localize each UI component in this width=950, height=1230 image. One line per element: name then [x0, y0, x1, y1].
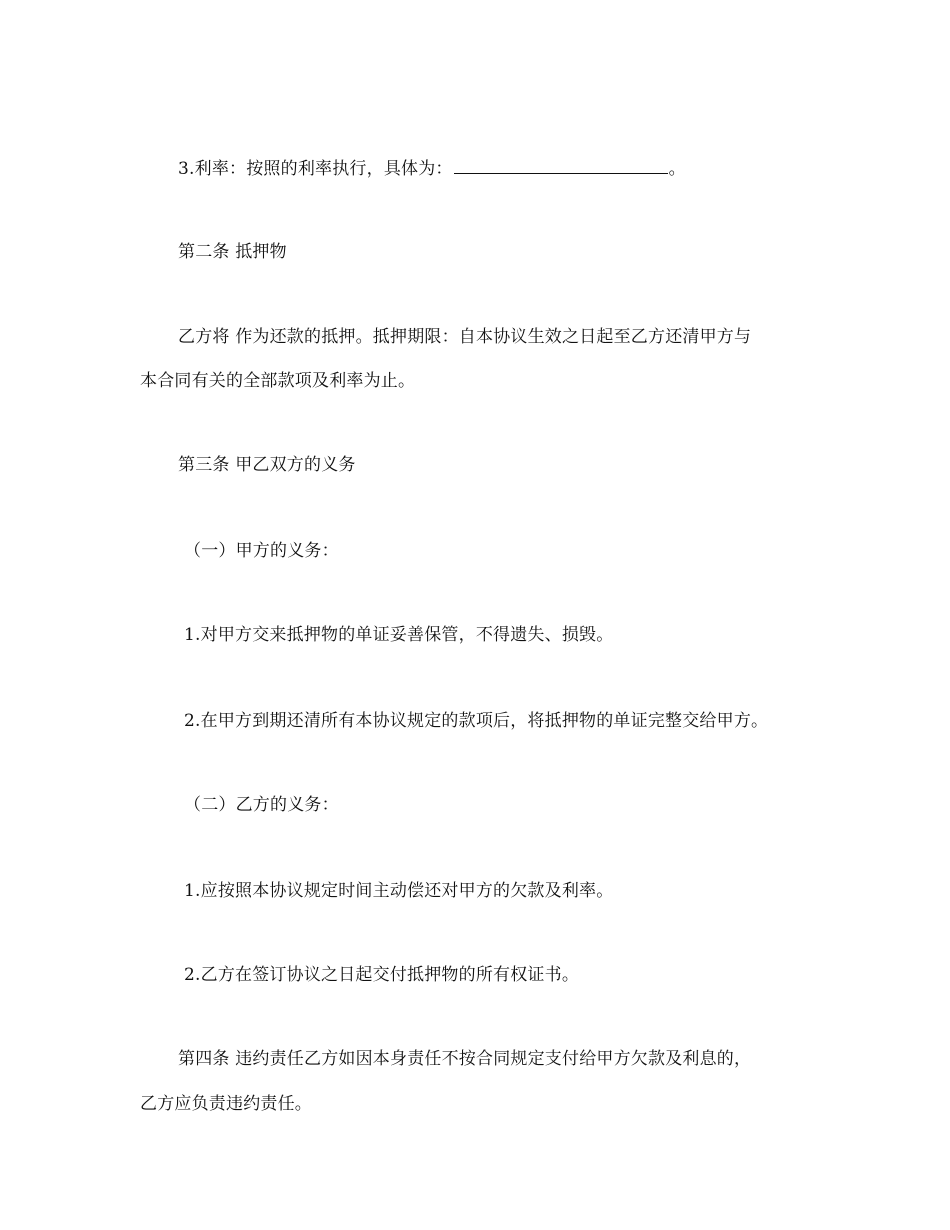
article-4-line-2: 乙方应负责违约责任。: [140, 1094, 312, 1114]
clause-interest-rate-period: 。: [668, 159, 686, 179]
party-a-obligation-item-1: 1.对甲方交来抵押物的单证妥善保管，不得遗失、损毁。: [184, 625, 614, 645]
clause-interest-rate: [178, 157, 686, 180]
party-b-obligation-item-2: 2.乙方在签订协议之日起交付抵押物的所有权证书。: [184, 965, 580, 985]
article-2-body-line-1: 乙方将 作为还款的抵押。抵押期限：自本协议生效之日起至乙方还清甲方与: [178, 327, 752, 347]
party-b-obligation-item-1: 1.应按照本协议规定时间主动偿还对甲方的欠款及利率。: [184, 881, 614, 901]
article-2-body-line-2: 本合同有关的全部款项及利率为止。: [140, 371, 416, 391]
clause-interest-rate-text: 3.利率：按照的利率执行，具体为：: [178, 159, 453, 179]
interest-rate-blank-field: [454, 157, 668, 174]
party-a-obligation-item-2: 2.在甲方到期还清所有本协议规定的款项后，将抵押物的单证完整交给甲方。: [184, 711, 769, 731]
article-2-title: 第二条 抵押物: [178, 242, 287, 262]
party-a-obligations-heading: （一）甲方的义务：: [184, 541, 339, 561]
article-3-title: 第三条 甲乙双方的义务: [178, 455, 356, 475]
article-4-line-1: 第四条 违约责任乙方如因本身责任不按合同规定支付给甲方欠款及利息的，: [178, 1049, 752, 1069]
party-b-obligations-heading: （二）乙方的义务：: [184, 795, 339, 815]
